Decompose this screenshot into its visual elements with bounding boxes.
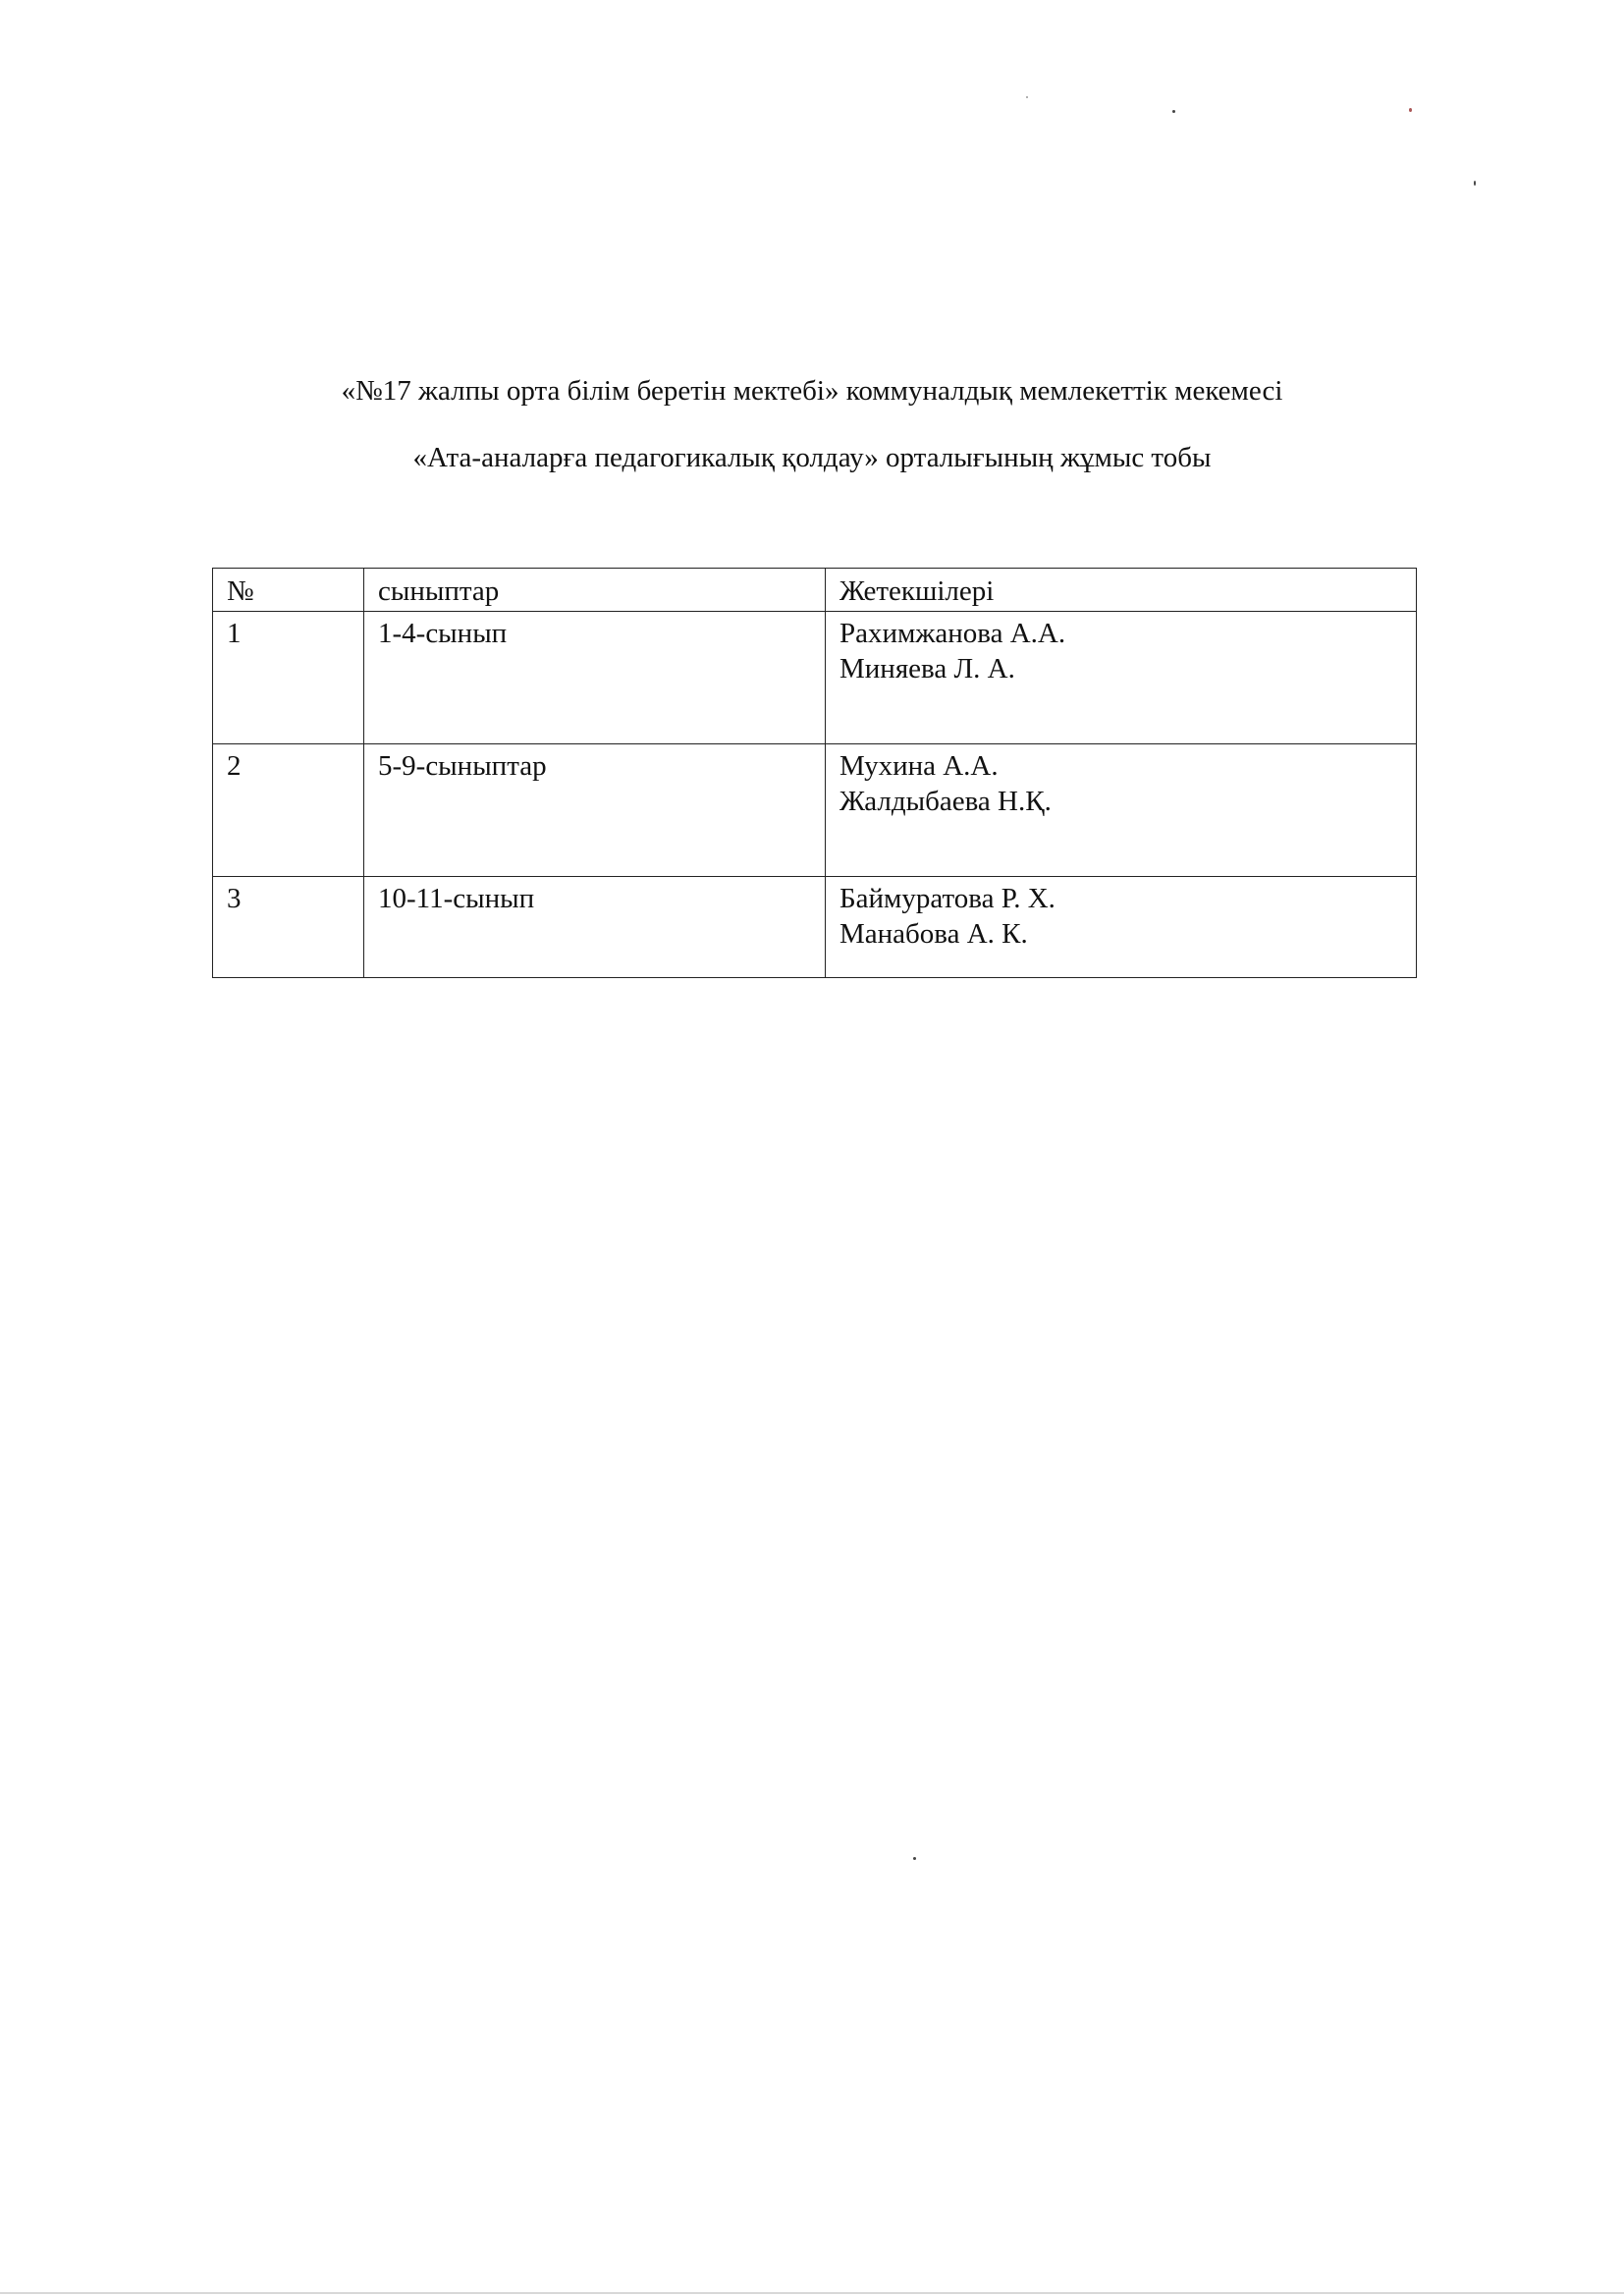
table-header-row	[213, 569, 1417, 612]
heading-line-1: «№17 жалпы орта білім беретін мектебі» коммуналдық мемлекеттік мекемесі	[341, 375, 1283, 407]
working-group-table	[212, 568, 1417, 978]
table-row	[213, 877, 1417, 978]
header-grades: сыныптар	[364, 569, 826, 612]
row-grades: 5-9-сыныптар	[364, 744, 826, 877]
leader-name: Миняева Л. А.	[839, 653, 1015, 684]
scan-speck	[913, 1857, 916, 1860]
scan-edge	[0, 2292, 1624, 2294]
row-number: 3	[213, 877, 364, 978]
scan-speck	[1172, 110, 1175, 113]
row-leaders	[826, 877, 1417, 978]
row-grades: 1-4-сынып	[364, 612, 826, 744]
working-group-table-wrapper	[212, 568, 1416, 978]
header-number: №	[213, 569, 364, 612]
leader-name: Жалдыбаева Н.Қ.	[839, 786, 1052, 817]
leader-name: Рахимжанова А.А.	[839, 618, 1066, 649]
row-number: 2	[213, 744, 364, 877]
row-leaders	[826, 744, 1417, 877]
heading-line-2: «Ата-аналарға педагогикалық қолдау» орталығының жұмыс тобы	[412, 442, 1212, 473]
row-grades: 10-11-сынып	[364, 877, 826, 978]
table-row	[213, 612, 1417, 744]
leader-name: Баймуратова Р. Х.	[839, 883, 1056, 914]
scan-speck	[1474, 181, 1476, 186]
row-leaders	[826, 612, 1417, 744]
scan-speck	[1409, 108, 1412, 112]
scan-speck	[1026, 96, 1028, 98]
header-leaders: Жетекшілері	[826, 569, 1417, 612]
row-number: 1	[213, 612, 364, 744]
table-row	[213, 744, 1417, 877]
leader-name: Мухина А.А.	[839, 750, 999, 782]
leader-name: Манабова А. К.	[839, 918, 1028, 950]
